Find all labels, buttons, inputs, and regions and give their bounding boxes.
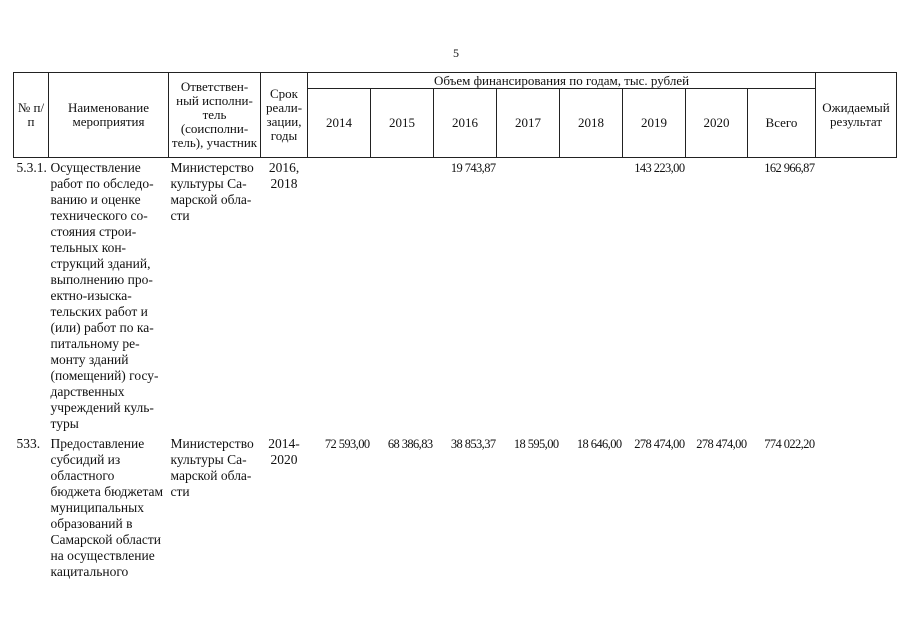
header-responsible: Ответствен-ный исполни-тель (соисполни-тель), участник — [169, 73, 261, 158]
page-number: 5 — [453, 46, 459, 60]
row-amount: 18 595,00 — [513, 437, 559, 451]
table-row — [14, 158, 897, 433]
row-amount: 278 474,00 — [696, 437, 747, 451]
header-year: 2015 — [371, 89, 434, 158]
row-amount: 278 474,00 — [634, 437, 685, 451]
header-year: 2019 — [623, 89, 686, 158]
row-amount — [560, 158, 623, 433]
row-term: 2016, 2018 — [268, 160, 300, 191]
table-row — [14, 432, 897, 580]
row-amount: 38 853,37 — [450, 437, 496, 451]
row-amount — [371, 158, 434, 433]
header-term: Срок реали-зации, годы — [261, 73, 308, 158]
row-name: Предоставление субсидий из областного бюджета бюджетам муниципальных образований в Самарской области на осуществление кацитального — [50, 436, 164, 579]
row-term: 2014-2020 — [268, 436, 300, 467]
header-funding: Объем финансирования по годам, тыс. рублей — [308, 73, 816, 89]
row-num: 533. — [16, 436, 41, 451]
row-result — [816, 432, 897, 580]
row-result — [816, 158, 897, 433]
header-year: 2017 — [497, 89, 560, 158]
row-amount — [686, 158, 748, 433]
row-num: 5.3.1. — [16, 160, 47, 175]
row-amount: 143 223,00 — [634, 161, 685, 175]
header-year: 2016 — [434, 89, 497, 158]
header-year: 2020 — [686, 89, 748, 158]
row-total: 774 022,20 — [764, 437, 815, 451]
header-year: 2018 — [560, 89, 623, 158]
header-num: № п/п — [14, 73, 49, 158]
row-name: Осуществление работ по обследо-ванию и оценке технического со-стояния строи-тельных кон-струкций зданий, выполнению про-ектно-изыска-тельских работ и (или) работ по ка-питальному ре-монту зданий (помещений) госу-дарственных учреждений куль-туры — [50, 160, 159, 431]
row-total: 162 966,87 — [764, 161, 815, 175]
funding-table — [13, 72, 897, 580]
header-name: Наименование мероприятия — [49, 73, 169, 158]
header-year: 2014 — [308, 89, 371, 158]
table-header — [14, 73, 897, 158]
row-amount: 18 646,00 — [576, 437, 622, 451]
row-amount — [497, 158, 560, 433]
row-amount — [308, 158, 371, 433]
row-responsible: Министерство культуры Са-марской обла-сти — [170, 436, 254, 499]
row-amount: 19 743,87 — [450, 161, 496, 175]
header-result: Ожидаемый результат — [816, 73, 897, 158]
header-total: Всего — [748, 89, 816, 158]
row-responsible: Министерство культуры Са-марской обла-сти — [170, 160, 254, 223]
row-amount: 68 386,83 — [387, 437, 433, 451]
row-amount: 72 593,00 — [324, 437, 370, 451]
